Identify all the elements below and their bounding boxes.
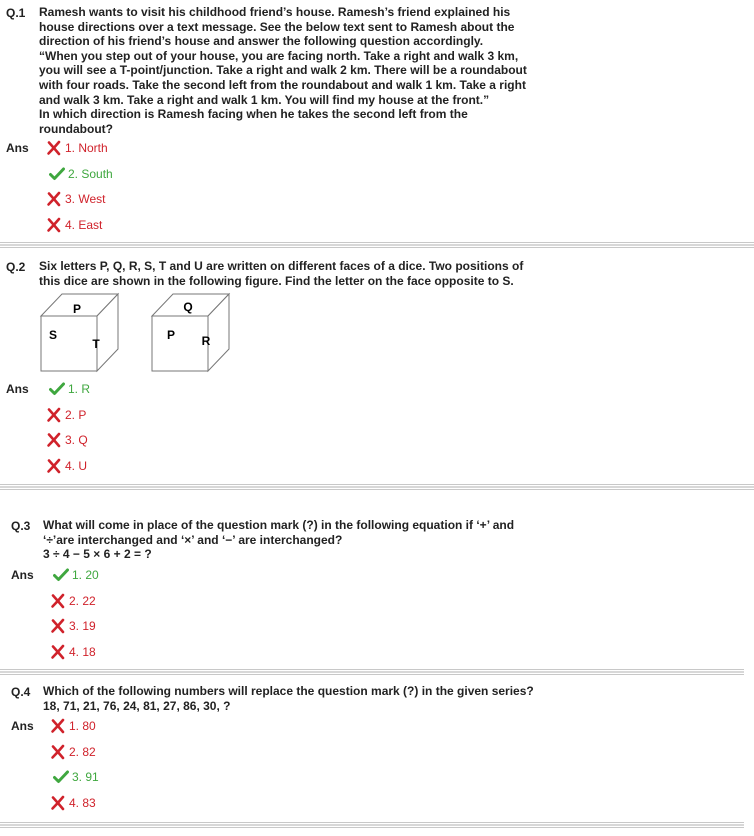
cross-icon [50,718,66,734]
question-text [39,5,527,136]
option-label: 2. 82 [69,745,96,759]
answer-label: Ans [11,568,34,582]
option-label: 3. 91 [72,770,99,784]
question-line: 18, 71, 21, 76, 24, 81, 27, 86, 30, ? [43,698,231,713]
question-separator [0,242,754,248]
dice-figure-1 [38,291,120,373]
question-text [43,518,514,562]
question-line: In which direction is Ramesh facing when he takes the second left from the [39,107,468,122]
checkmark-icon [53,567,69,583]
question-line: house directions over a text message. See the below text sent to Ramesh about the [39,19,515,34]
option-label: 4. 18 [69,645,96,659]
option-1[interactable] [49,381,90,397]
option-label: 2. 22 [69,594,96,608]
question-separator [0,822,744,828]
question-number: Q.4 [11,685,31,699]
option-4[interactable] [50,795,96,811]
question-line: Six letters P, Q, R, S, T and U are written on different faces of a dice. Two positions of [39,259,524,273]
question-line: with four roads. Take the second left from the roundabout and walk 1 km. Take a right [39,77,526,92]
option-1[interactable] [50,718,96,734]
question-line: 3 ÷ 4 − 5 × 6 + 2 = ? [43,547,152,562]
question-text [43,684,534,713]
option-3[interactable] [53,769,99,785]
option-3[interactable] [46,432,88,448]
dice-figure-2 [149,291,231,373]
checkmark-icon [49,381,65,397]
checkmark-icon [53,769,69,785]
option-1[interactable] [53,567,99,583]
option-4[interactable] [50,644,96,660]
option-label: 4. East [65,218,103,232]
option-label: 3. West [65,192,106,206]
option-2[interactable] [46,407,86,423]
option-label: 1. North [65,141,108,155]
option-label: 3. Q [65,433,88,447]
checkmark-icon [49,166,65,182]
cross-icon [46,432,62,448]
answer-label: Ans [11,719,34,733]
option-3[interactable] [46,191,105,207]
question-number: Q.2 [6,260,26,274]
cross-icon [46,217,62,233]
question-line: roundabout? [39,121,113,136]
question-separator [0,484,754,490]
question-line: Ramesh wants to visit his childhood friend’s house. Ramesh’s friend explained his [39,5,511,19]
cross-icon [50,618,66,634]
cross-icon [46,191,62,207]
option-label: 1. R [68,382,91,396]
dice-left-letter: S [48,328,58,342]
option-2[interactable] [49,166,113,182]
option-4[interactable] [46,458,87,474]
option-4[interactable] [46,217,102,233]
dice-top-letter: Q [183,300,193,314]
question-line: direction of his friend’s house and answer the following question accordingly. [39,34,484,49]
cross-icon [50,744,66,760]
option-2[interactable] [50,744,96,760]
option-label: 2. South [68,167,113,181]
dice-front-face [152,316,208,371]
option-label: 3. 19 [69,619,96,633]
question-number: Q.1 [6,6,26,20]
question-line: you will see a T-point/junction. Take a right and walk 2 km. There will be a roundabout [39,63,527,78]
answer-label: Ans [6,141,29,155]
question-line: and walk 3 km. Take a right and walk 1 km. You will find my house at the front.” [39,92,490,107]
cross-icon [50,795,66,811]
dice-left-letter: P [166,328,176,342]
option-label: 1. 80 [69,719,96,733]
option-label: 2. P [65,408,87,422]
cross-icon [46,140,62,156]
question-separator [0,669,744,675]
option-label: 4. 83 [69,796,96,810]
cross-icon [50,644,66,660]
question-text [39,259,523,288]
option-1[interactable] [46,140,108,156]
option-3[interactable] [50,618,96,634]
question-line: this dice are shown in the following figure. Find the letter on the face opposite to S. [39,273,514,288]
question-line: What will come in place of the question mark (?) in the following equation if ‘+’ and [43,518,515,532]
question-line: “When you step out of your house, you are facing north. Take a right and walk 3 km, [39,48,519,63]
question-line: ‘÷’are interchanged and ‘×’ and ‘−’ are interchanged? [43,532,343,547]
question-line: Which of the following numbers will replace the question mark (?) in the given series? [43,684,534,698]
option-2[interactable] [50,593,96,609]
cross-icon [46,407,62,423]
answer-label: Ans [6,382,29,396]
cross-icon [50,593,66,609]
dice-right-letter: R [201,334,211,348]
dice-top-letter: P [72,302,82,316]
question-number: Q.3 [11,519,31,533]
dice-front-face [41,316,97,371]
dice-right-letter: T [92,337,100,351]
option-label: 4. U [65,459,88,473]
option-label: 1. 20 [72,568,99,582]
cross-icon [46,458,62,474]
